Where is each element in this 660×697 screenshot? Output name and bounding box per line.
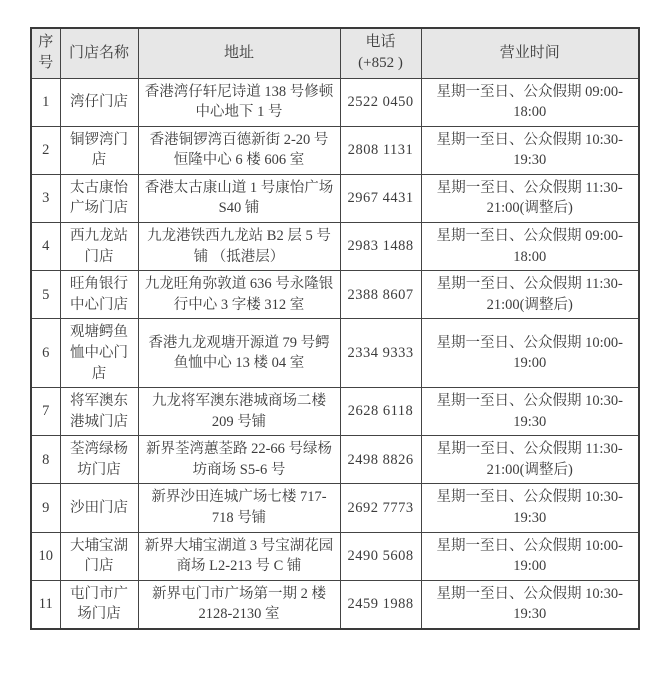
- store-address: 新界屯门市广场第一期 2 楼 2128-2130 室: [138, 580, 340, 629]
- store-phone: 2334 9333: [340, 319, 421, 388]
- col-header-hours: 营业时间: [421, 28, 639, 78]
- col-header-phone: [340, 28, 421, 78]
- row-index: 9: [31, 484, 60, 532]
- store-address: 香港湾仔轩尼诗道 138 号修顿中心地下 1 号: [138, 78, 340, 126]
- table-row: [31, 174, 639, 222]
- table-body: [31, 78, 639, 629]
- row-index: 10: [31, 532, 60, 580]
- store-phone: 2522 0450: [340, 78, 421, 126]
- row-index: 1: [31, 78, 60, 126]
- store-name: 大埔宝湖门店: [60, 532, 138, 580]
- store-name: 观塘鳄鱼恤中心门店: [60, 319, 138, 388]
- table-row: [31, 223, 639, 271]
- store-address: 香港铜锣湾百德新街 2-20 号恒隆中心 6 楼 606 室: [138, 126, 340, 174]
- store-name: 旺角银行中心门店: [60, 271, 138, 319]
- table-row: [31, 126, 639, 174]
- store-name: 屯门市广场门店: [60, 580, 138, 629]
- store-hours: 星期一至日、公众假期 10:30-19:30: [421, 580, 639, 629]
- store-phone: 2498 8826: [340, 436, 421, 484]
- row-index: 6: [31, 319, 60, 388]
- store-phone: 2692 7773: [340, 484, 421, 532]
- store-phone: 2490 5608: [340, 532, 421, 580]
- store-hours: 星期一至日、公众假期 10:30-19:30: [421, 484, 639, 532]
- row-index: 2: [31, 126, 60, 174]
- store-hours: 星期一至日、公众假期 11:30-21:00(调整后): [421, 271, 639, 319]
- table-row: [31, 319, 639, 388]
- row-index: 11: [31, 580, 60, 629]
- col-header-index: 序号: [31, 28, 60, 78]
- store-address: 九龙港铁西九龙站 B2 层 5 号铺 （抵港层）: [138, 223, 340, 271]
- store-address: 新界沙田连城广场七楼 717-718 号铺: [138, 484, 340, 532]
- store-address: 九龙将军澳东港城商场二楼 209 号铺: [138, 388, 340, 436]
- store-hours: 星期一至日、公众假期 11:30-21:00(调整后): [421, 436, 639, 484]
- store-name: 将军澳东港城门店: [60, 388, 138, 436]
- col-header-name: 门店名称: [60, 28, 138, 78]
- phone-header-line1: 电话: [365, 34, 396, 50]
- store-hours: 星期一至日、公众假期 10:30-19:30: [421, 388, 639, 436]
- store-name: 荃湾绿杨坊门店: [60, 436, 138, 484]
- table-row: [31, 271, 639, 319]
- store-phone: 2983 1488: [340, 223, 421, 271]
- store-phone: 2459 1988: [340, 580, 421, 629]
- store-name: 太古康怡广场门店: [60, 174, 138, 222]
- row-index: 4: [31, 223, 60, 271]
- store-address: 九龙旺角弥敦道 636 号永隆银行中心 3 字楼 312 室: [138, 271, 340, 319]
- row-index: 7: [31, 388, 60, 436]
- store-phone: 2808 1131: [340, 126, 421, 174]
- store-phone: 2388 8607: [340, 271, 421, 319]
- table-row: [31, 388, 639, 436]
- table-header: [31, 28, 639, 78]
- store-name: 西九龙站门店: [60, 223, 138, 271]
- col-header-address: 地址: [138, 28, 340, 78]
- store-address: 香港太古康山道 1 号康怡广场 S40 铺: [138, 174, 340, 222]
- store-address: 新界荃湾蕙荃路 22-66 号绿杨坊商场 S5-6 号: [138, 436, 340, 484]
- store-hours: 星期一至日、公众假期 10:30-19:30: [421, 126, 639, 174]
- store-name: 铜锣湾门店: [60, 126, 138, 174]
- store-hours: 星期一至日、公众假期 10:00-19:00: [421, 319, 639, 388]
- table-row: [31, 532, 639, 580]
- table-row: [31, 436, 639, 484]
- store-address: 新界大埔宝湖道 3 号宝湖花园商场 L2-213 号 C 铺: [138, 532, 340, 580]
- store-phone: 2628 6118: [340, 388, 421, 436]
- row-index: 5: [31, 271, 60, 319]
- row-index: 3: [31, 174, 60, 222]
- store-hours: 星期一至日、公众假期 11:30-21:00(调整后): [421, 174, 639, 222]
- phone-header-line2: (+852 ): [358, 55, 403, 72]
- store-table: [30, 27, 640, 630]
- store-hours: 星期一至日、公众假期 09:00-18:00: [421, 223, 639, 271]
- store-name: 沙田门店: [60, 484, 138, 532]
- row-index: 8: [31, 436, 60, 484]
- store-address: 香港九龙观塘开源道 79 号鳄鱼恤中心 13 楼 04 室: [138, 319, 340, 388]
- store-phone: 2967 4431: [340, 174, 421, 222]
- store-hours: 星期一至日、公众假期 09:00-18:00: [421, 78, 639, 126]
- table-row: [31, 580, 639, 629]
- store-name: 湾仔门店: [60, 78, 138, 126]
- table-row: [31, 484, 639, 532]
- store-hours: 星期一至日、公众假期 10:00-19:00: [421, 532, 639, 580]
- table-row: [31, 78, 639, 126]
- header-row: [31, 28, 639, 78]
